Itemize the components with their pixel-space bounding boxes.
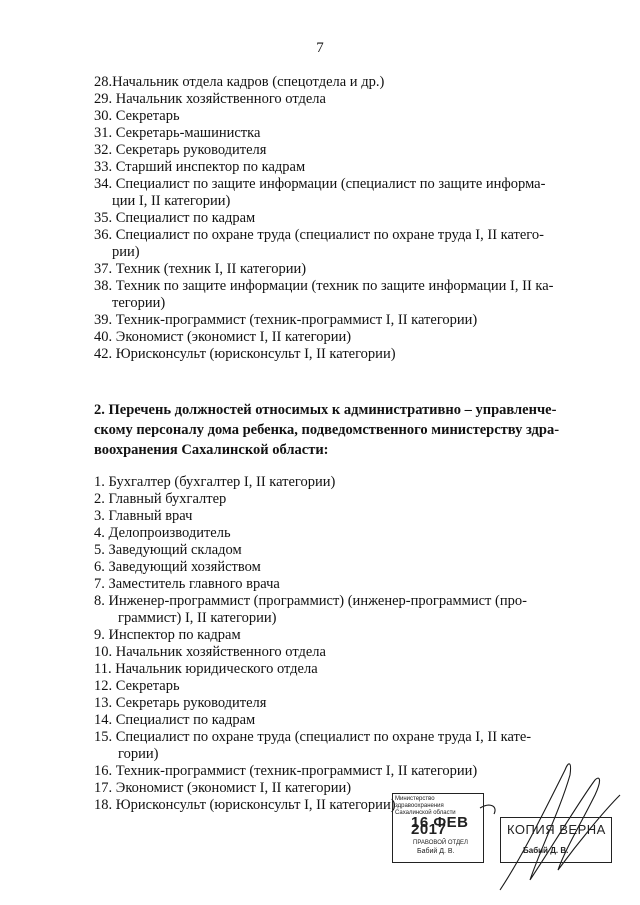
list-item-text: 40. Экономист (экономист I, II категории) [94, 329, 352, 345]
list-item-continuation: рии) [112, 244, 140, 260]
list-item-text: 7. Заместитель главного врача [94, 576, 280, 592]
list-item-text: 1. Бухгалтер (бухгалтер I, II категории) [94, 474, 336, 490]
list-item-text: 34. Специалист по защите информации (специалист по защите информа- [94, 176, 546, 192]
section-heading-line: скому персоналу дома ребенка, подведомственного министерству здра- [94, 422, 560, 438]
list-item-text: 30. Секретарь [94, 108, 180, 124]
stamp-org-line: Министерство здравоохранения [395, 796, 444, 809]
list-item [94, 312, 594, 329]
list-item [94, 695, 594, 712]
list-item [94, 261, 594, 278]
list-item-text: 5. Заведующий складом [94, 542, 242, 558]
list-item [94, 278, 594, 312]
list-item-text: 39. Техник-программист (техник-программист I, II категории) [94, 312, 478, 328]
list-item [94, 593, 594, 627]
list-item-continuation: ции I, II категории) [112, 193, 231, 209]
stamp-date: 16 ФЕВ 2017 [411, 814, 469, 838]
list-item [94, 74, 594, 91]
list-item-text: 10. Начальник хозяйственного отдела [94, 644, 326, 660]
list-item [94, 678, 594, 695]
copy-stamp-title: КОПИЯ ВЕРНА [507, 822, 606, 837]
list-item-text: 13. Секретарь руководителя [94, 695, 267, 711]
list-item-text: 29. Начальник хозяйственного отдела [94, 91, 326, 107]
list-item [94, 125, 594, 142]
stamp-org-line: Сахалинской области [395, 810, 456, 816]
list-item-continuation: тегории) [112, 295, 166, 311]
list-item-text: 33. Старший инспектор по кадрам [94, 159, 306, 175]
list-item-text: 15. Специалист по охране труда (специалист по охране труда I, II кате- [94, 729, 532, 745]
list-item-text: 8. Инженер-программист (программист) (инженер-программист (про- [94, 593, 527, 609]
registration-stamp [392, 793, 484, 863]
stamp-name: Бабий Д. В. [417, 848, 455, 855]
section-heading [94, 400, 594, 460]
list-item [94, 474, 594, 491]
list-item [94, 91, 594, 108]
list-item [94, 329, 594, 346]
list-item [94, 525, 594, 542]
list-item [94, 227, 594, 261]
list-item-text: 37. Техник (техник I, II категории) [94, 261, 307, 277]
list-item-text: 28.Начальник отдела кадров (спецотдела и др.) [94, 74, 385, 90]
list-item-text: 12. Секретарь [94, 678, 180, 694]
list-item-text: 17. Экономист (экономист I, II категории) [94, 780, 352, 796]
list-item-continuation: граммист) I, II категории) [118, 610, 277, 626]
list-item-text: 3. Главный врач [94, 508, 193, 524]
stamp-dept: ПРАВОВОЙ ОТДЕЛ [413, 840, 468, 846]
list-item [94, 644, 594, 661]
list-item-text: 36. Специалист по охране труда (специалист по охране труда I, II катего- [94, 227, 544, 243]
page-number: 7 [316, 40, 324, 56]
list-item-text: 42. Юрисконсульт (юрисконсульт I, II категории) [94, 346, 396, 362]
copy-certified-stamp [500, 817, 612, 863]
list-item-text: 2. Главный бухгалтер [94, 491, 227, 507]
list-item [94, 542, 594, 559]
list-item [94, 576, 594, 593]
list-item-text: 11. Начальник юридического отдела [94, 661, 318, 677]
section-heading-line: 2. Перечень должностей относимых к административно – управленче- [94, 402, 557, 418]
list-item [94, 108, 594, 125]
list-item-text: 31. Секретарь-машинистка [94, 125, 261, 141]
list-item-text: 6. Заведующий хозяйством [94, 559, 261, 575]
list-item [94, 661, 594, 678]
list-item-text: 38. Техник по защите информации (техник по защите информации I, II ка- [94, 278, 554, 294]
list-item-text: 32. Секретарь руководителя [94, 142, 267, 158]
list-item [94, 346, 594, 363]
list-item-text: 35. Специалист по кадрам [94, 210, 256, 226]
list-item [94, 627, 594, 644]
list-item-text: 16. Техник-программист (техник-программист I, II категории) [94, 763, 478, 779]
list-item [94, 176, 594, 210]
list-item [94, 159, 594, 176]
list-item [94, 508, 594, 525]
list-item [94, 210, 594, 227]
list-item-text: 4. Делопроизводитель [94, 525, 231, 541]
list-item-text: 18. Юрисконсульт (юрисконсульт I, II категории) [94, 797, 396, 813]
list-item [94, 491, 594, 508]
positions-list-continued [94, 74, 594, 363]
list-item [94, 142, 594, 159]
list-item [94, 559, 594, 576]
section-heading-line: воохранения Сахалинской области: [94, 442, 329, 458]
copy-stamp-name: Бабий Д. В. [523, 846, 569, 855]
list-item-continuation: гории) [118, 746, 159, 762]
list-item-text: 14. Специалист по кадрам [94, 712, 256, 728]
list-item [94, 712, 594, 729]
list-item-text: 9. Инспектор по кадрам [94, 627, 241, 643]
